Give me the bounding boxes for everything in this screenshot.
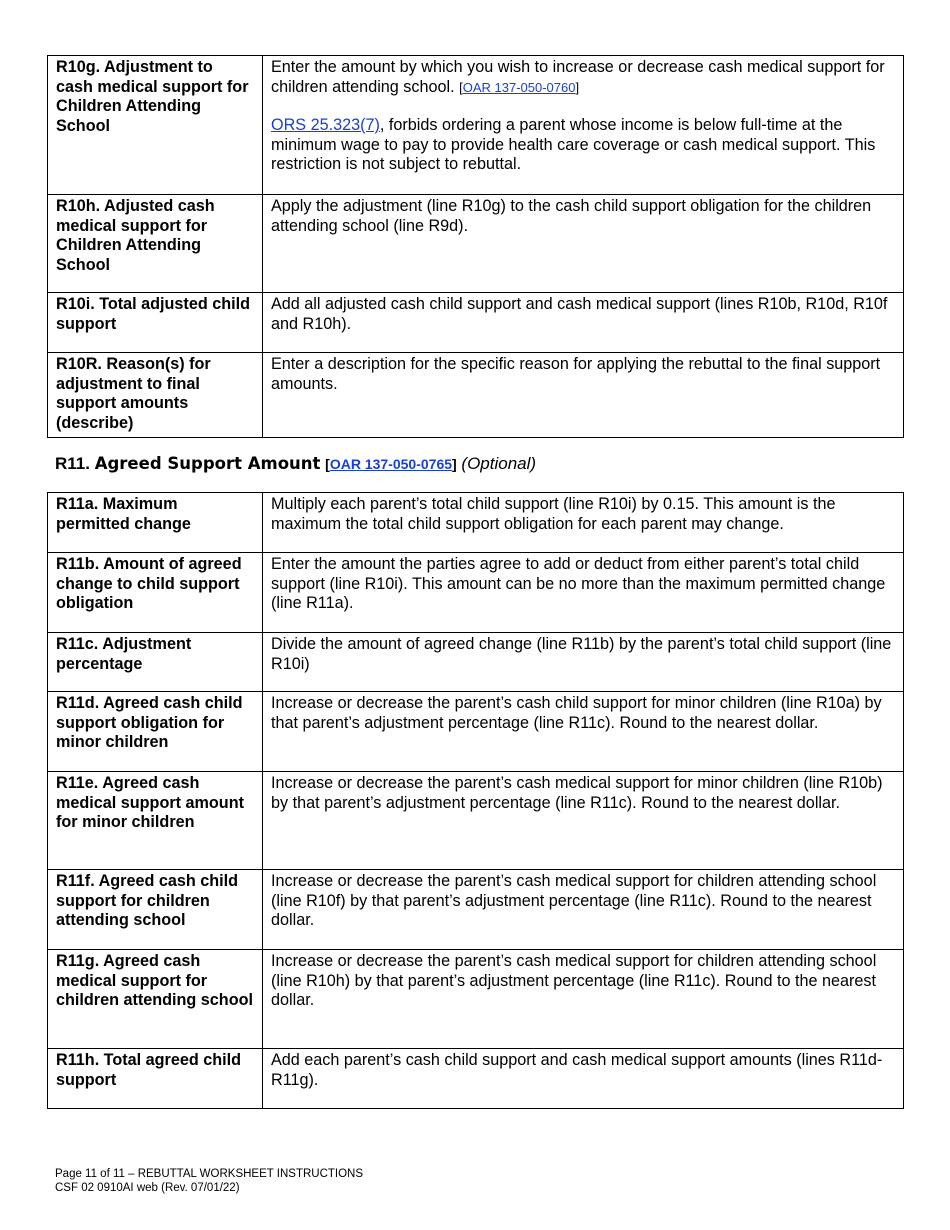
row-label: R10h. Adjusted cash medical support for Children Attending School — [48, 195, 263, 293]
row-description: Divide the amount of agreed change (line R11b) by the parent’s total child support (line R10i) — [263, 633, 904, 692]
row-description: Multiply each parent’s total child support (line R10i) by 0.15. This amount is the maximum the total child support obligation for each parent may change. — [263, 493, 904, 553]
row-label: R11f. Agreed cash child support for children attending school — [48, 870, 263, 950]
row-label: R10g. Adjustment to cash medical support for Children Attending School — [48, 56, 263, 195]
row-description: Increase or decrease the parent’s cash medical support for minor children (line R10b) by that parent’s adjustment percentage (line R11c). Round to the nearest dollar. — [263, 772, 904, 870]
table-row — [48, 633, 904, 692]
section-heading-r11 — [55, 454, 536, 474]
footer-form-id: CSF 02 0910AI web (Rev. 07/01/22) — [55, 1182, 240, 1194]
table-row — [48, 692, 904, 772]
row-label: R11c. Adjustment percentage — [48, 633, 263, 692]
ors-25-323-7-link[interactable]: ORS 25.323(7) — [271, 116, 380, 135]
table-row — [48, 493, 904, 553]
oar-137-050-0765-link[interactable]: OAR 137-050-0765 — [329, 456, 453, 472]
reference-open: [ — [459, 79, 463, 95]
row-label: R10R. Reason(s) for adjustment to final support amounts (describe) — [48, 353, 263, 438]
row-label: R11d. Agreed cash child support obligation for minor children — [48, 692, 263, 772]
row-description: Add each parent’s cash child support and cash medical support amounts (lines R11d-R11g). — [263, 1049, 904, 1109]
table-row — [48, 870, 904, 950]
description-text: , forbids ordering a parent whose income is below full-time at the minimum wage to pay to provide health care coverage or cash medical support. This restriction is not subject to rebuttal. — [271, 116, 876, 174]
instructions-table-r11 — [47, 492, 904, 1109]
table-row — [48, 1049, 904, 1109]
row-description: Add all adjusted cash child support and cash medical support (lines R10b, R10d, R10f and R10h). — [263, 293, 904, 353]
section-number: R11. — [55, 454, 90, 473]
table-row — [48, 950, 904, 1049]
optional-note: (Optional) — [461, 454, 537, 473]
description-text: Enter the amount by which you wish to increase or decrease cash medical support for children attending school. — [271, 58, 885, 96]
row-description: Increase or decrease the parent’s cash medical support for children attending school (line R10f) by that parent’s adjustment percentage (line R11c). Round to the nearest dollar. — [263, 870, 904, 950]
footer-page-info: Page 11 of 11 – REBUTTAL WORKSHEET INSTRUCTIONS — [55, 1168, 364, 1180]
table-row — [48, 195, 904, 293]
instructions-table-r10 — [47, 55, 904, 438]
table-row — [48, 293, 904, 353]
page-footer — [55, 1167, 363, 1195]
row-label: R11e. Agreed cash medical support amount for minor children — [48, 772, 263, 870]
row-label: R10i. Total adjusted child support — [48, 293, 263, 353]
oar-137-050-0760-link[interactable]: OAR 137-050-0760 — [462, 79, 576, 95]
table-row — [48, 56, 904, 195]
reference-open: [ — [325, 456, 330, 472]
row-label: R11a. Maximum permitted change — [48, 493, 263, 553]
row-description — [263, 56, 904, 195]
row-description: Apply the adjustment (line R10g) to the cash child support obligation for the children attending school (line R9d). — [263, 195, 904, 293]
row-description: Increase or decrease the parent’s cash child support for minor children (line R10a) by that parent’s adjustment percentage (line R11c). Round to the nearest dollar. — [263, 692, 904, 772]
table-row — [48, 553, 904, 633]
section-title: Agreed Support Amount — [94, 454, 321, 473]
row-label: R11g. Agreed cash medical support for children attending school — [48, 950, 263, 1049]
table-row — [48, 353, 904, 438]
row-label: R11h. Total agreed child support — [48, 1049, 263, 1109]
reference-close: ] — [452, 456, 457, 472]
reference-close: ] — [575, 79, 580, 95]
row-description: Increase or decrease the parent’s cash medical support for children attending school (line R10h) by that parent’s adjustment percentage (line R11c). Round to the nearest dollar. — [263, 950, 904, 1049]
table-row — [48, 772, 904, 870]
row-description: Enter the amount the parties agree to add or deduct from either parent’s total child support (line R10i). This amount can be no more than the maximum permitted change (line R11a). — [263, 553, 904, 633]
row-label: R11b. Amount of agreed change to child support obligation — [48, 553, 263, 633]
row-description: Enter a description for the specific reason for applying the rebuttal to the final support amounts. — [263, 353, 904, 438]
